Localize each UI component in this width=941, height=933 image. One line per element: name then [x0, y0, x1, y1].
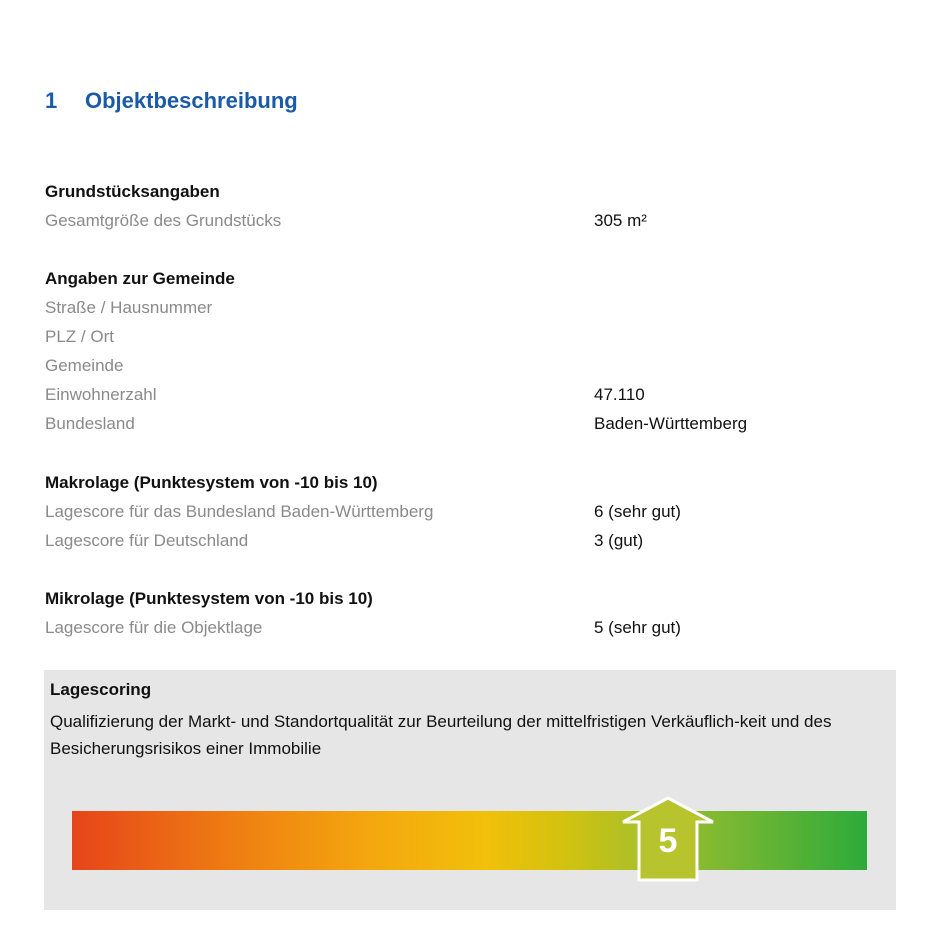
lagescore-objektlage-value: 5 (sehr gut) [594, 618, 681, 637]
strasse-label: Straße / Hausnummer [45, 298, 213, 317]
section-number: 1 [45, 88, 58, 113]
mikrolage-heading: Mikrolage (Punktesystem von -10 bis 10) [45, 589, 373, 608]
gemeinde-heading: Angaben zur Gemeinde [45, 269, 235, 288]
bundesland-label: Bundesland [45, 414, 135, 433]
einwohnerzahl-value: 47.110 [594, 385, 645, 404]
lagescore-bundesland-label: Lagescore für das Bundesland Baden-Württemberg [45, 502, 434, 521]
lagescore-deutschland-value: 3 (gut) [594, 531, 644, 550]
gemeinde-label: Gemeinde [45, 356, 124, 375]
plz-ort-label: PLZ / Ort [45, 327, 114, 346]
score-marker [621, 796, 715, 882]
lagescoring-description: Qualifizierung der Markt- und Standortqualität zur Beurteilung der mittelfristigen Verkäuflich-keit und des Besicherungsrisikos einer Immobilie [50, 712, 832, 758]
score-gradient-bar [72, 811, 867, 870]
bundesland-value: Baden-Württemberg [594, 414, 748, 433]
grundstueck-size-value: 305 m² [594, 211, 647, 230]
lagescoring-box [44, 670, 896, 910]
makrolage-heading: Makrolage (Punktesystem von -10 bis 10) [45, 473, 378, 492]
lagescore-deutschland-label: Lagescore für Deutschland [45, 531, 249, 550]
section-heading [45, 88, 298, 114]
lagescore-objektlage-label: Lagescore für die Objektlage [45, 618, 263, 637]
score-value: 5 [658, 822, 678, 860]
grundstueck-heading: Grundstücksangaben [45, 182, 220, 201]
lagescore-bundesland-value: 6 (sehr gut) [594, 502, 681, 521]
lagescoring-title: Lagescoring [50, 680, 152, 699]
einwohnerzahl-label: Einwohnerzahl [45, 385, 157, 404]
grundstueck-size-label: Gesamtgröße des Grundstücks [45, 211, 282, 230]
section-title: Objektbeschreibung [85, 88, 298, 113]
